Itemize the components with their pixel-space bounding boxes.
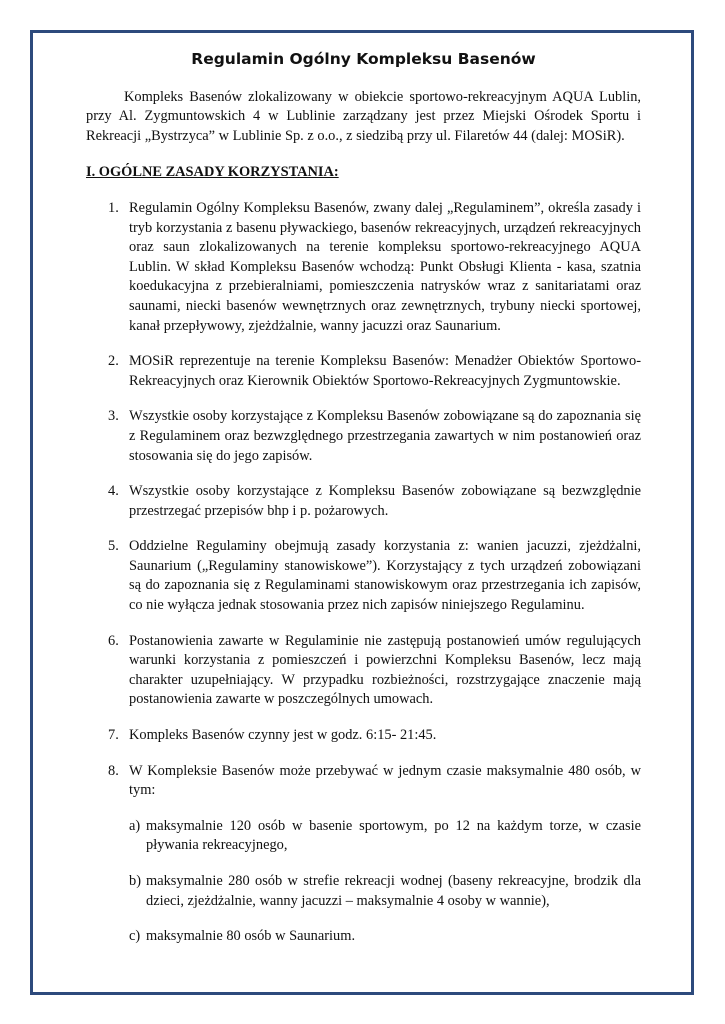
- list-item: [86, 726, 641, 746]
- item-number: 8.: [108, 762, 119, 779]
- document-body: [86, 50, 641, 963]
- item-text: Postanowienia zawarte w Regulaminie nie zastępują postanowień umów regulujących warunki korzystania z pomieszczeń i powierzchni Kompleksu Basenów, lecz mają charakter uzupełniający. W przypadku rozbieżności, rozstrzygające znaczenie mają postanowienia zawarte w poszczególnych umowach.: [129, 632, 641, 708]
- item-text: Wszystkie osoby korzystające z Kompleksu Basenów zobowiązane są bezwzględnie przestrzegać przepisów bhp i p. pożarowych.: [129, 483, 641, 519]
- section-heading: I. OGÓLNE ZASADY KORZYSTANIA:: [86, 164, 339, 181]
- list-item: [86, 482, 641, 521]
- item-text: Regulamin Ogólny Kompleksu Basenów, zwany dalej „Regulaminem”, określa zasady i tryb korzystania z basenu pływackiego, basenów rekreacyjnych, urządzeń rekreacyjnych oraz saun zlokalizowanych na terenie kompleksu sportowo-rekreacyjnego AQUA Lublin. W skład Kompleksu Basenów wchodzą: Punkt Obsługi Klienta - kasa, szatnia koedukacyjna z przebieralniami, pomieszczenia natrysków wraz z sanitariatami oraz saunami, niecki basenów wewnętrznych oraz zewnętrznych, trybuny niecki sportowej, kanał przepływowy, zjeżdżalnie, wanny jacuzzi oraz Saunarium.: [129, 199, 641, 334]
- item-text: MOSiR reprezentuje na terenie Kompleksu Basenów: Menadżer Obiektów Sportowo-Rekreacyjnych oraz Kierownik Obiektów Sportowo-Rekreacyjnych Zygmuntowskie.: [129, 353, 641, 389]
- sub-item-letter: b): [129, 873, 141, 889]
- list-item: [86, 537, 641, 615]
- list-item: [86, 632, 641, 710]
- item-number: 4.: [108, 483, 119, 500]
- sub-item-text: maksymalnie 280 osób w strefie rekreacji wodnej (baseny rekreacyjne, brodzik dla dzieci, zjeżdżalnie, wanny jacuzzi – maksymalnie 4 osoby w wannie),: [146, 873, 641, 909]
- sub-list-item: [86, 927, 641, 947]
- list-item: [86, 199, 641, 336]
- item-number: 5.: [108, 538, 119, 555]
- page-title: Regulamin Ogólny Kompleksu Basenów: [191, 50, 536, 68]
- list-item: [86, 352, 641, 391]
- sub-list-item: [86, 872, 641, 911]
- sub-list-item: [86, 817, 641, 856]
- item-text: W Kompleksie Basenów może przebywać w jednym czasie maksymalnie 480 osób, w tym:: [129, 762, 641, 799]
- sub-item-letter: a): [129, 817, 141, 834]
- sub-item-text: maksymalnie 80 osób w Saunarium.: [146, 928, 356, 945]
- item-number: 1.: [108, 199, 119, 216]
- sub-item-text: maksymalnie 120 osób w basenie sportowym, po 12 na każdym torze, w czasie pływania rekreacyjnego,: [146, 817, 641, 854]
- item-number: 2.: [108, 353, 119, 370]
- item-text: Wszystkie osoby korzystające z Kompleksu Basenów zobowiązane są do zapoznania się z Regulaminem oraz bezwzględnego przestrzegania zawartych w nim postanowień oraz stosowania się do jego zapisów.: [129, 408, 641, 464]
- sub-item-letter: c): [129, 928, 141, 945]
- item-number: 6.: [108, 632, 119, 649]
- item-number: 3.: [108, 408, 119, 425]
- item-text: Kompleks Basenów czynny jest w godz. 6:15- 21:45.: [129, 727, 437, 744]
- list-item: [86, 407, 641, 466]
- rules-list: [86, 199, 641, 947]
- item-text: Oddzielne Regulaminy obejmują zasady korzystania z: wanien jacuzzi, zjeżdżalni, Saunarium („Regulaminy stanowiskowe”). Korzystający z tych urządzeń zobowiązani są do zapoznania się z Regulaminami stanowiskowym oraz przestrzegania ich zapisów, co nie wyłącza jednak stosowania przez nich zapisów niniejszego Regulaminu.: [129, 538, 641, 614]
- list-item: [86, 762, 641, 801]
- item-number: 7.: [108, 727, 119, 744]
- intro-paragraph: Kompleks Basenów zlokalizowany w obiekcie sportowo-rekreacyjnym AQUA Lublin, przy Al. Zygmuntowskich 4 w Lublinie zarządzany jest przez Miejski Ośrodek Sportu i Rekreacji „Bystrzyca” w Lublinie Sp. z o.o., z siedzibą przy ul. Filaretów 44 (dalej: MOSiR).: [86, 88, 641, 144]
